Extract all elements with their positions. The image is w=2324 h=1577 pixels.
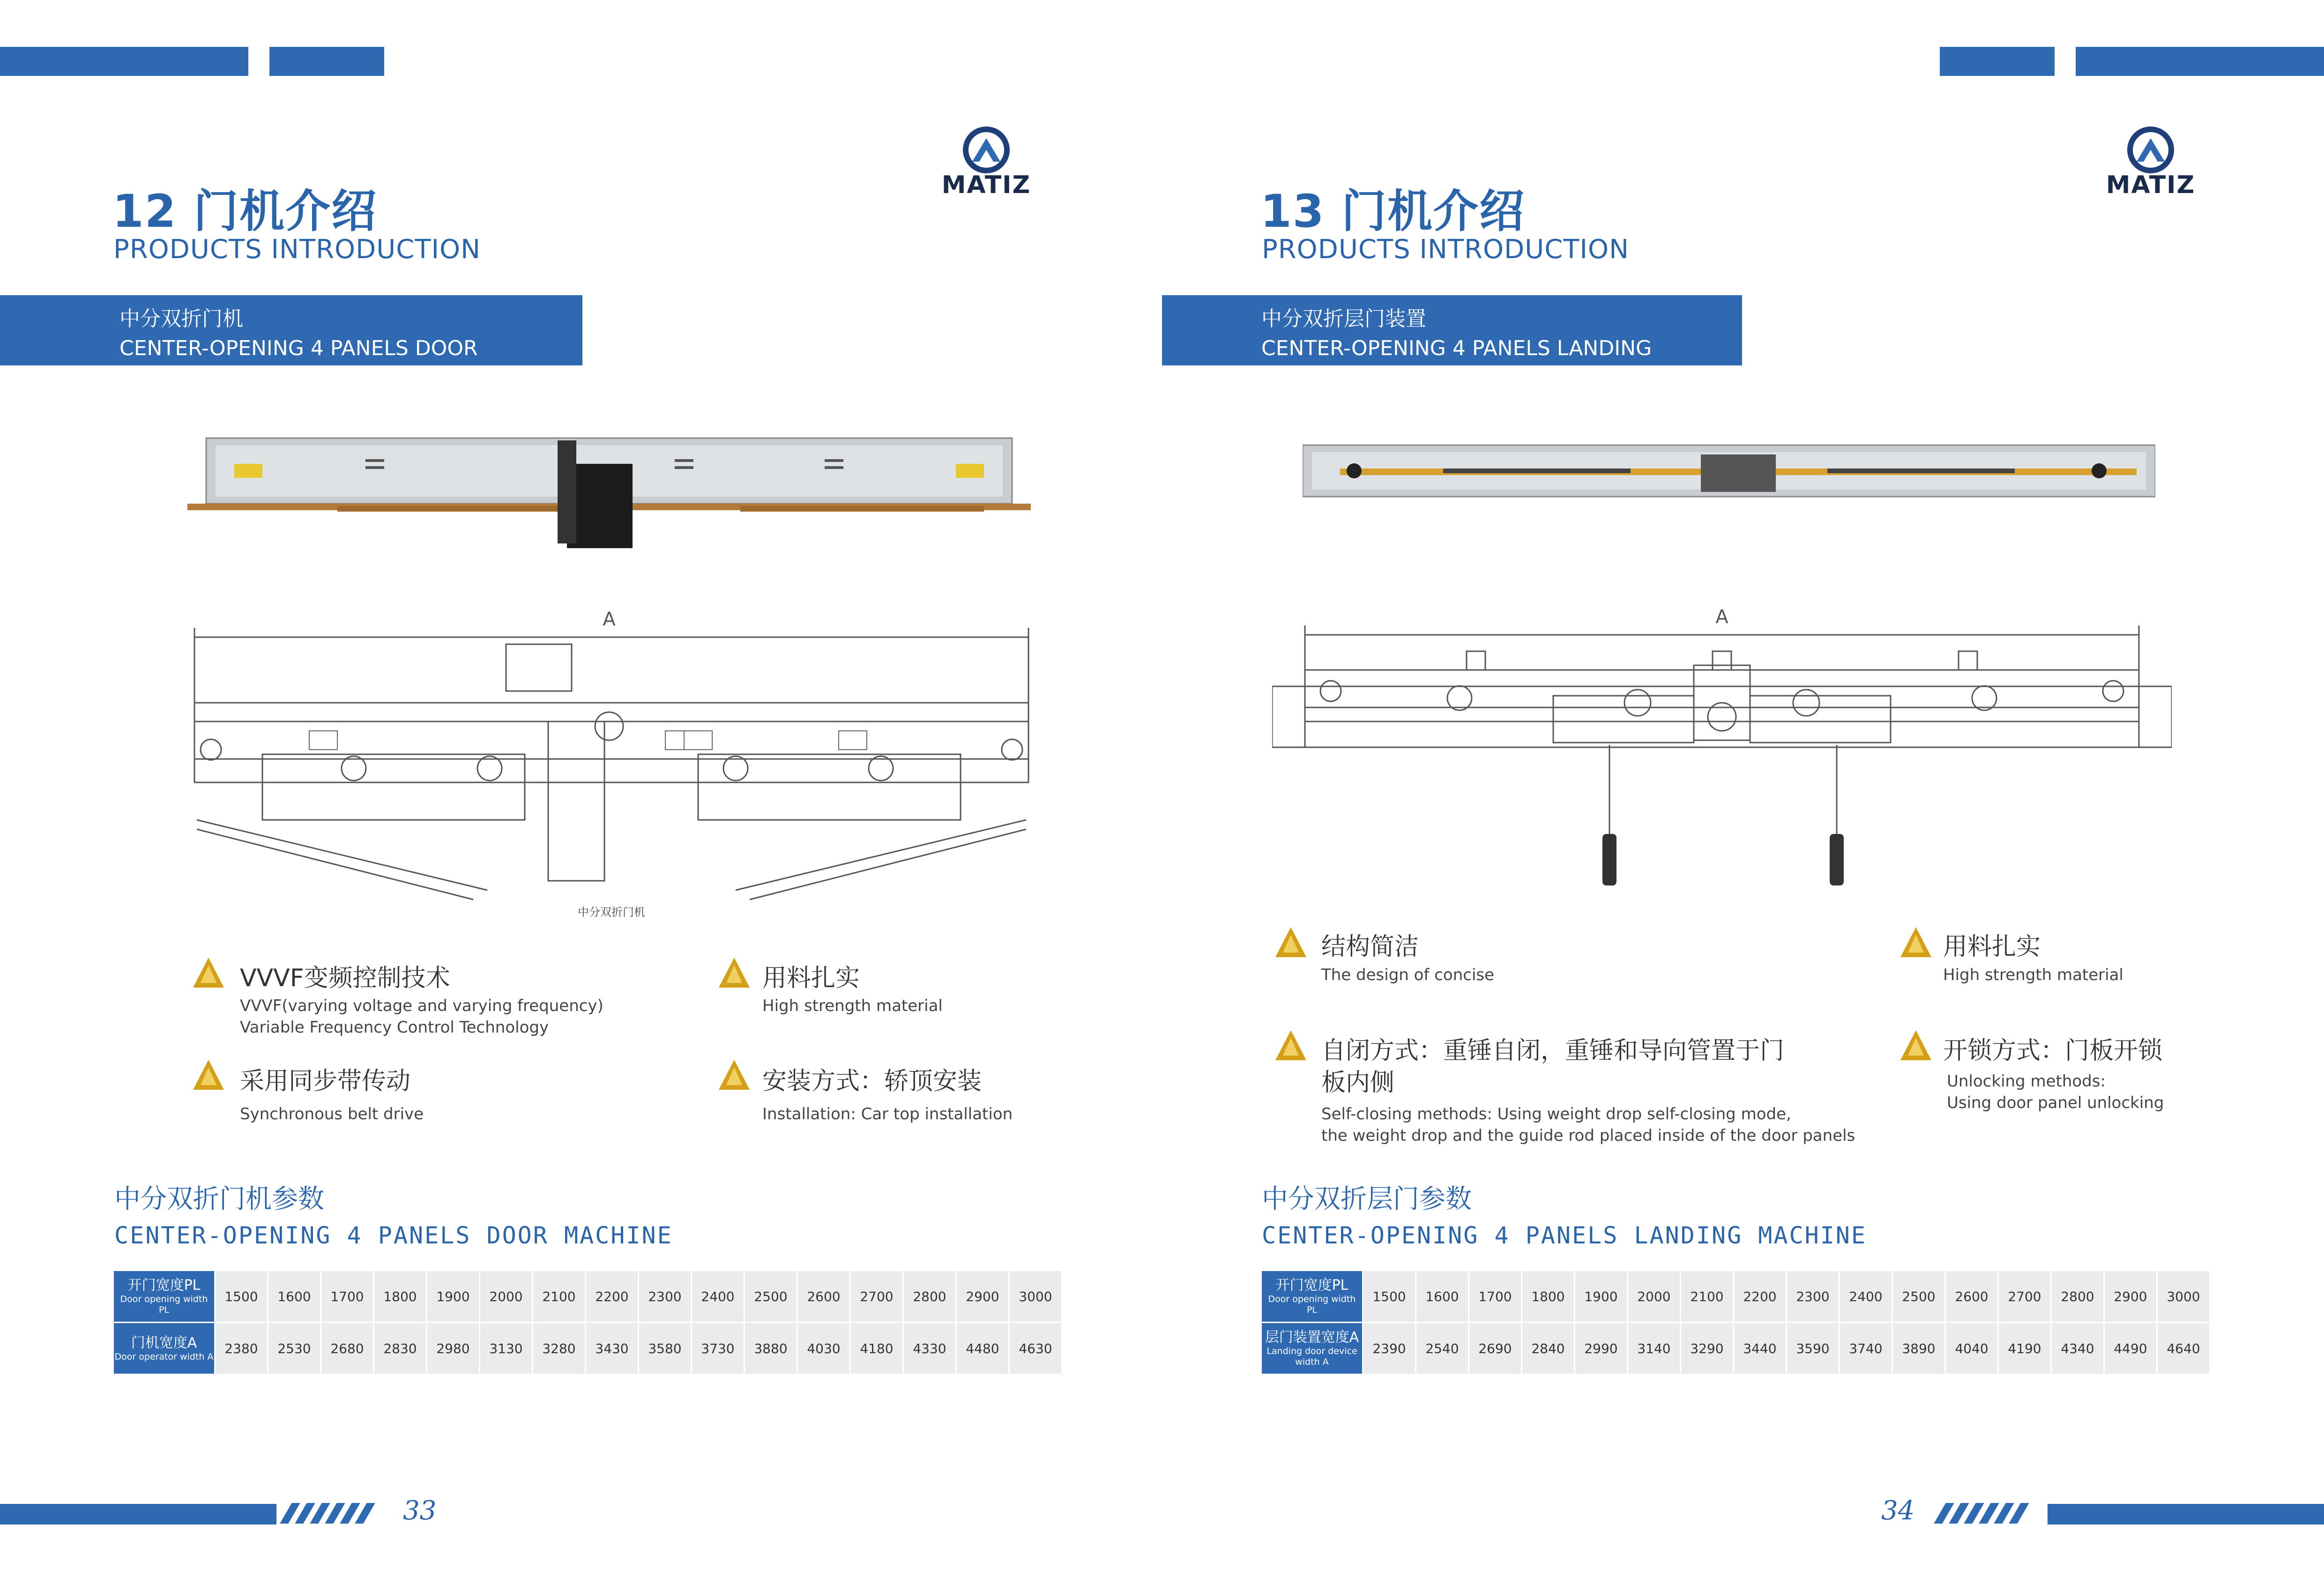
logo-wordmark: MATIZ: [941, 171, 1031, 199]
top-right-bar-short: [1940, 47, 2055, 76]
left-feature-3-desc-1: Synchronous belt drive: [240, 1105, 424, 1123]
left-section-title-zh: 中分双折门机: [119, 307, 243, 331]
table-row-header: 层门装置宽度A Landing door device width A: [1261, 1323, 1363, 1375]
top-left-bar-long: [0, 47, 248, 76]
right-page-title: 13 门机介绍: [1260, 185, 1526, 238]
right-technical-drawing: [1272, 590, 2172, 900]
table-cell: 2700: [1998, 1271, 2051, 1323]
table-cell: 2530: [268, 1323, 321, 1375]
table-cell: 1500: [1363, 1271, 1416, 1323]
left-feature-1-warning-icon: [191, 956, 226, 990]
table-cell: 2200: [586, 1271, 639, 1323]
left-drawing-caption: 中分双折门机: [578, 906, 645, 919]
table-row: [113, 1271, 1062, 1323]
right-feature-3-desc-1: Self-closing methods: Using weight drop self-closing mode,: [1321, 1105, 1791, 1123]
table-cell: 3880: [745, 1323, 797, 1375]
table-cell: 2100: [533, 1271, 586, 1323]
table-cell: 4040: [1945, 1323, 1998, 1375]
left-page-number: 33: [403, 1495, 437, 1526]
table-cell: 2500: [745, 1271, 797, 1323]
table-cell: 1500: [215, 1271, 268, 1323]
right-section-title-en: CENTER-OPENING 4 PANELS LANDING: [1261, 336, 1652, 360]
left-feature-3-title: 采用同步带传动: [240, 1067, 411, 1095]
right-feature-4-desc-2: Using door panel unlocking: [1947, 1093, 2164, 1112]
table-cell: 2830: [374, 1323, 427, 1375]
left-feature-2-title: 用料扎实: [762, 964, 860, 992]
table-cell: 3430: [586, 1323, 639, 1375]
left-product-photo: [187, 431, 1031, 553]
right-feature-3-title-line2: 板内侧: [1321, 1069, 1395, 1097]
table-cell: 4640: [2157, 1323, 2210, 1375]
right-feature-2-warning-icon: [1899, 925, 1933, 960]
table-cell: 2800: [2051, 1271, 2104, 1323]
right-dimension-label: A: [1715, 606, 1728, 628]
table-cell: 2000: [1628, 1271, 1681, 1323]
left-footer-stripes: [286, 1503, 376, 1522]
table-cell: 2900: [956, 1271, 1009, 1323]
right-footer-stripes: [1940, 1503, 2030, 1522]
table-cell: 4190: [1998, 1323, 2051, 1375]
table-cell: 3730: [692, 1323, 745, 1375]
left-params-title-en: CENTER-OPENING 4 PANELS DOOR MACHINE: [114, 1222, 673, 1249]
left-feature-4-desc-1: Installation: Car top installation: [762, 1105, 1013, 1123]
table-cell: 1700: [1469, 1271, 1522, 1323]
table-cell: 2800: [903, 1271, 956, 1323]
logo-wordmark: MATIZ: [2106, 171, 2196, 199]
left-feature-1-desc-1: VVVF(varying voltage and varying frequency): [240, 997, 603, 1015]
table-cell: 2400: [692, 1271, 745, 1323]
table-cell: 1900: [1575, 1271, 1628, 1323]
table-cell: 1900: [427, 1271, 480, 1323]
left-section-title-en: CENTER-OPENING 4 PANELS DOOR: [119, 336, 478, 360]
right-logo: [2099, 124, 2202, 199]
table-cell: 3440: [1734, 1323, 1787, 1375]
table-cell: 3280: [533, 1323, 586, 1375]
table-row-header: 开门宽度PL Door opening width PL: [113, 1271, 215, 1323]
table-cell: 2000: [480, 1271, 533, 1323]
left-feature-2-desc-1: High strength material: [762, 997, 943, 1015]
right-feature-4-title: 开锁方式：门板开锁: [1943, 1037, 2163, 1065]
table-cell: 3140: [1628, 1323, 1681, 1375]
table-row-header: 开门宽度PL Door opening width PL: [1261, 1271, 1363, 1323]
table-cell: 3580: [639, 1323, 692, 1375]
right-feature-3-title: 自闭方式：重锤自闭，重锤和导向管置于门: [1321, 1037, 1785, 1065]
left-feature-1-desc-2: Variable Frequency Control Technology: [240, 1018, 549, 1037]
top-right-bar-long: [2076, 47, 2324, 76]
right-params-title-en: CENTER-OPENING 4 PANELS LANDING MACHINE: [1262, 1222, 1867, 1249]
left-technical-drawing: [187, 600, 1035, 937]
right-feature-1-desc-1: The design of concise: [1321, 966, 1495, 984]
table-cell: 2680: [321, 1323, 374, 1375]
table-cell: 2300: [639, 1271, 692, 1323]
left-logo: [935, 124, 1038, 199]
table-cell: 1700: [321, 1271, 374, 1323]
table-row: [113, 1323, 1062, 1375]
right-feature-1-warning-icon: [1274, 925, 1308, 960]
left-params-title-zh: 中分双折门机参数: [114, 1184, 324, 1214]
logo-emblem-icon: [2099, 124, 2202, 176]
table-cell: 2200: [1734, 1271, 1787, 1323]
table-cell: 3740: [1840, 1323, 1892, 1375]
table-row-header: 门机宽度A Door operator width A: [113, 1323, 215, 1375]
table-cell: 3290: [1681, 1323, 1734, 1375]
table-cell: 2100: [1681, 1271, 1734, 1323]
table-cell: 3130: [480, 1323, 533, 1375]
left-dimension-label: A: [603, 609, 616, 630]
table-cell: 2700: [850, 1271, 903, 1323]
table-cell: 3000: [1009, 1271, 1062, 1323]
logo-emblem-icon: [935, 124, 1038, 176]
table-cell: 1800: [374, 1271, 427, 1323]
top-left-bar-short: [269, 47, 384, 76]
table-cell: 2400: [1840, 1271, 1892, 1323]
left-feature-4-title: 安装方式：轿顶安装: [762, 1067, 982, 1095]
table-cell: 2380: [215, 1323, 268, 1375]
table-cell: 3000: [2157, 1271, 2210, 1323]
left-page-title: 12 门机介绍: [112, 185, 378, 238]
table-cell: 4490: [2104, 1323, 2157, 1375]
table-cell: 2840: [1522, 1323, 1575, 1375]
right-feature-4-warning-icon: [1899, 1028, 1933, 1063]
table-cell: 2690: [1469, 1323, 1522, 1375]
right-feature-2-desc-1: High strength material: [1943, 966, 2123, 984]
table-cell: 4630: [1009, 1323, 1062, 1375]
table-cell: 2980: [427, 1323, 480, 1375]
table-cell: 4340: [2051, 1323, 2104, 1375]
table-cell: 2390: [1363, 1323, 1416, 1375]
right-page-subtitle: PRODUCTS INTRODUCTION: [1262, 234, 1630, 265]
table-cell: 2500: [1892, 1271, 1945, 1323]
right-feature-3-desc-2: the weight drop and the guide rod placed inside of the door panels: [1321, 1126, 1855, 1145]
left-spec-table: [112, 1270, 1063, 1375]
right-feature-2-title: 用料扎实: [1943, 933, 2041, 961]
table-cell: 4480: [956, 1323, 1009, 1375]
table-cell: 2900: [2104, 1271, 2157, 1323]
left-feature-1-title: VVVF变频控制技术: [240, 964, 450, 992]
table-cell: 2600: [1945, 1271, 1998, 1323]
table-cell: 4180: [850, 1323, 903, 1375]
left-feature-2-warning-icon: [717, 956, 752, 990]
right-params-title-zh: 中分双折层门参数: [1262, 1184, 1472, 1214]
right-section-header: [1162, 295, 1742, 365]
table-cell: 4030: [797, 1323, 850, 1375]
table-cell: 1600: [1416, 1271, 1469, 1323]
table-row: [1261, 1271, 2210, 1323]
table-cell: 4330: [903, 1323, 956, 1375]
right-feature-1-title: 结构简洁: [1321, 933, 1419, 961]
left-feature-3-warning-icon: [191, 1058, 226, 1093]
right-page-number: 34: [1881, 1495, 1915, 1526]
table-row: [1261, 1323, 2210, 1375]
right-product-photo: [1303, 440, 2155, 511]
left-footer-bar: [0, 1504, 276, 1525]
table-cell: 3590: [1787, 1323, 1840, 1375]
table-cell: 1800: [1522, 1271, 1575, 1323]
table-cell: 2540: [1416, 1323, 1469, 1375]
table-cell: 2600: [797, 1271, 850, 1323]
left-page-subtitle: PRODUCTS INTRODUCTION: [113, 234, 481, 265]
left-feature-4-warning-icon: [717, 1058, 752, 1093]
right-section-title-zh: 中分双折层门装置: [1261, 307, 1426, 331]
table-cell: 3890: [1892, 1323, 1945, 1375]
right-spec-table: [1260, 1270, 2211, 1375]
table-cell: 2990: [1575, 1323, 1628, 1375]
left-section-header: [0, 295, 582, 365]
table-cell: 2300: [1787, 1271, 1840, 1323]
right-feature-3-warning-icon: [1274, 1028, 1308, 1063]
table-cell: 1600: [268, 1271, 321, 1323]
right-feature-4-desc-1: Unlocking methods:: [1947, 1072, 2106, 1091]
right-footer-bar: [2048, 1504, 2324, 1525]
